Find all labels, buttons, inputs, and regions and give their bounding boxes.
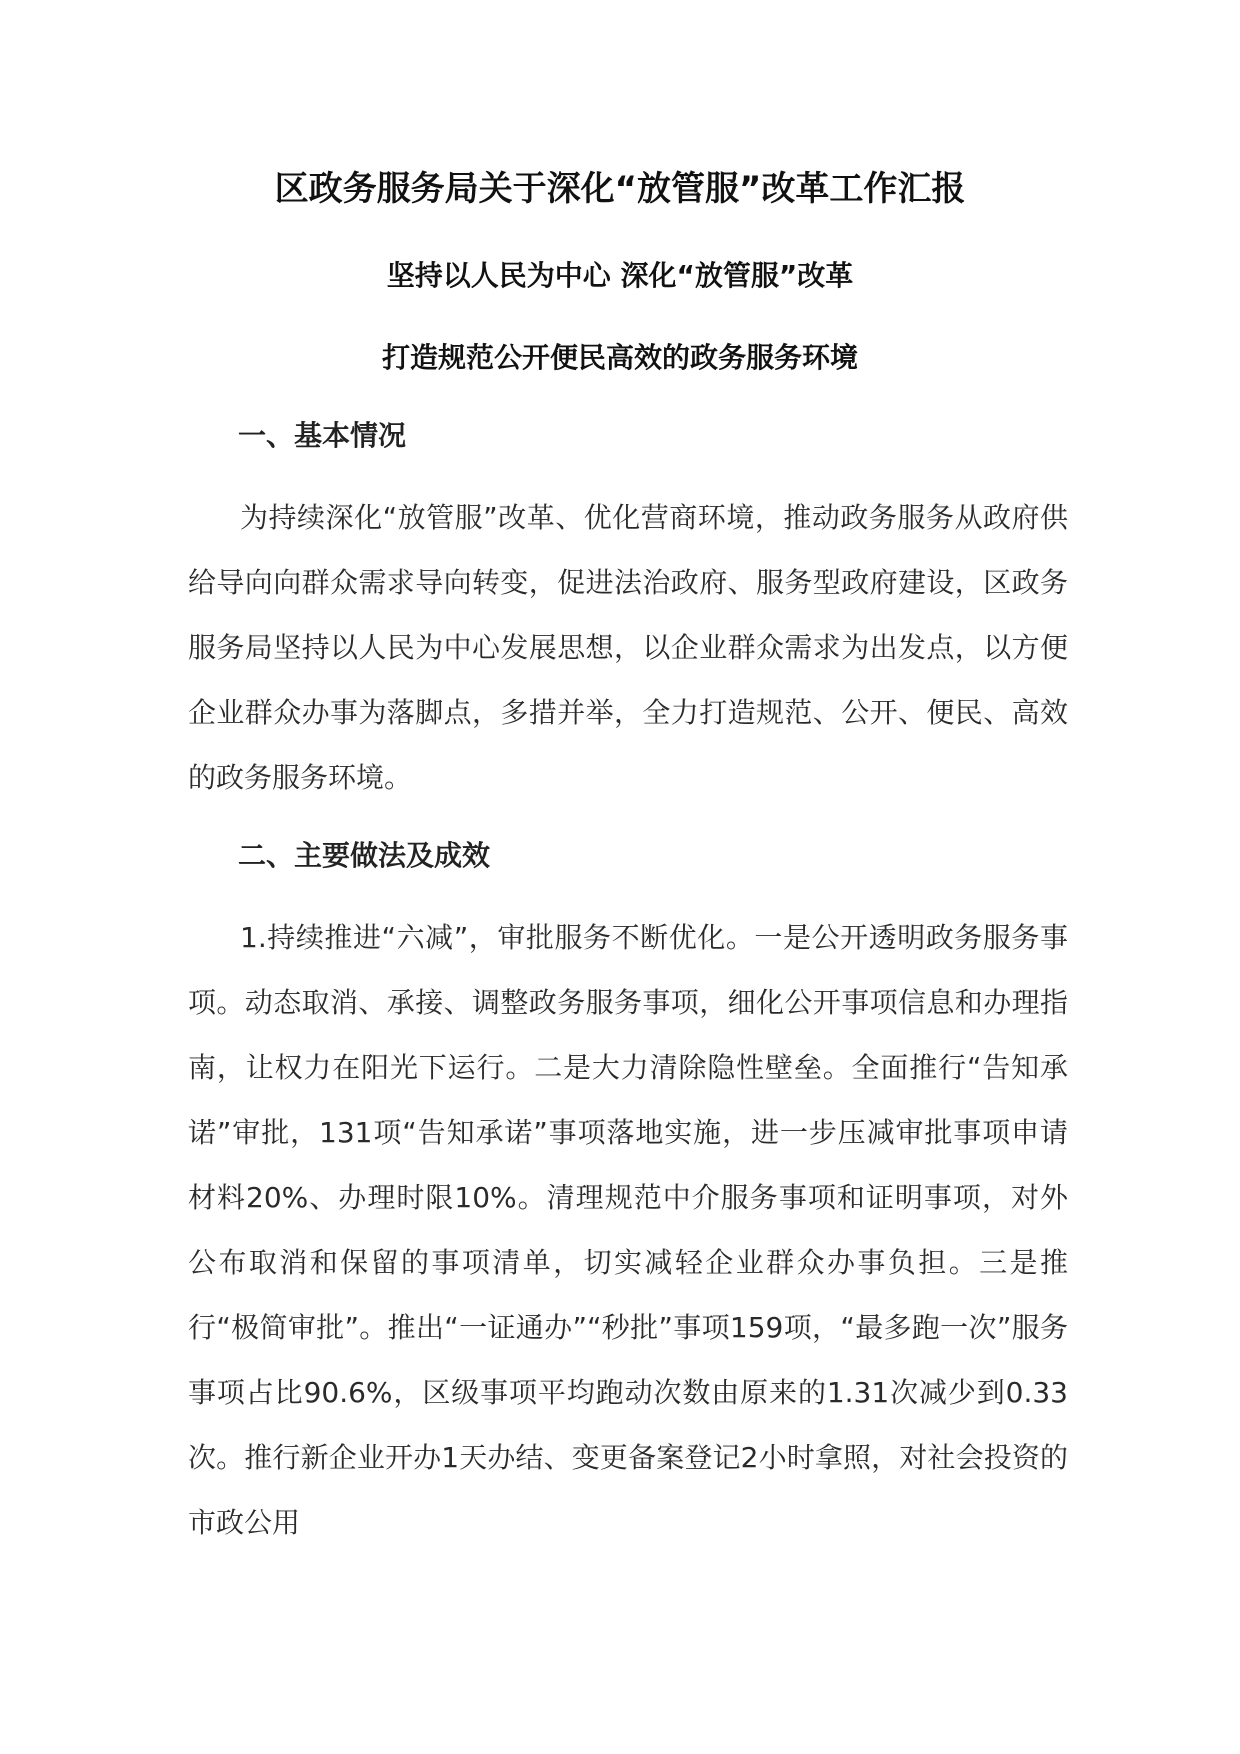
document-title: 区政务服务局关于深化“放管服”改革工作汇报 — [274, 169, 966, 209]
document-subtitle-line2: 打造规范公开便民高效的政务服务环境 — [381, 341, 858, 374]
section-heading-main-practices: 二、主要做法及成效 — [238, 839, 491, 872]
section-paragraph-main-practices: 1.持续推进“六减”，审批服务不断优化。一是公开透明政务服务事项。动态取消、承接、调整政务服务事项，细化公开事项信息和办理指南，让权力在阳光下运行。二是大力清除隐性壁垒。全面推行“告知承诺”审批，131项“告知承诺”事项落地实施，进一步压减审批事项申请材料20%、办理时限10%。清理规范中介服务事项和证明事项，对外公布取消和保留的事项清单，切实减轻企业群众办事负担。三是推行“极简审批”。推出“一证通办”“秒批”事项159项，“最多跑一次”服务事项占比90.6%，区级事项平均跑动次数由原来的1.31次减少到0.33次。推行新企业开办1天办结、变更备案登记2小时拿照，对社会投资的市政公用 — [188, 921, 1068, 1539]
document-subtitle-line1: 坚持以人民为中心 深化“放管服”改革 — [386, 259, 854, 292]
section-paragraph-basic-situation: 为持续深化“放管服”改革、优化营商环境，推动政务服务从政府供给导向向群众需求导向转变，促进法治政府、服务型政府建设，区政务服务局坚持以人民为中心发展思想，以企业群众需求为出发点，以方便企业群众办事为落脚点，多措并举，全力打造规范、公开、便民、高效的政务服务环境。 — [188, 501, 1068, 794]
section-heading-basic-situation: 一、基本情况 — [238, 419, 407, 452]
